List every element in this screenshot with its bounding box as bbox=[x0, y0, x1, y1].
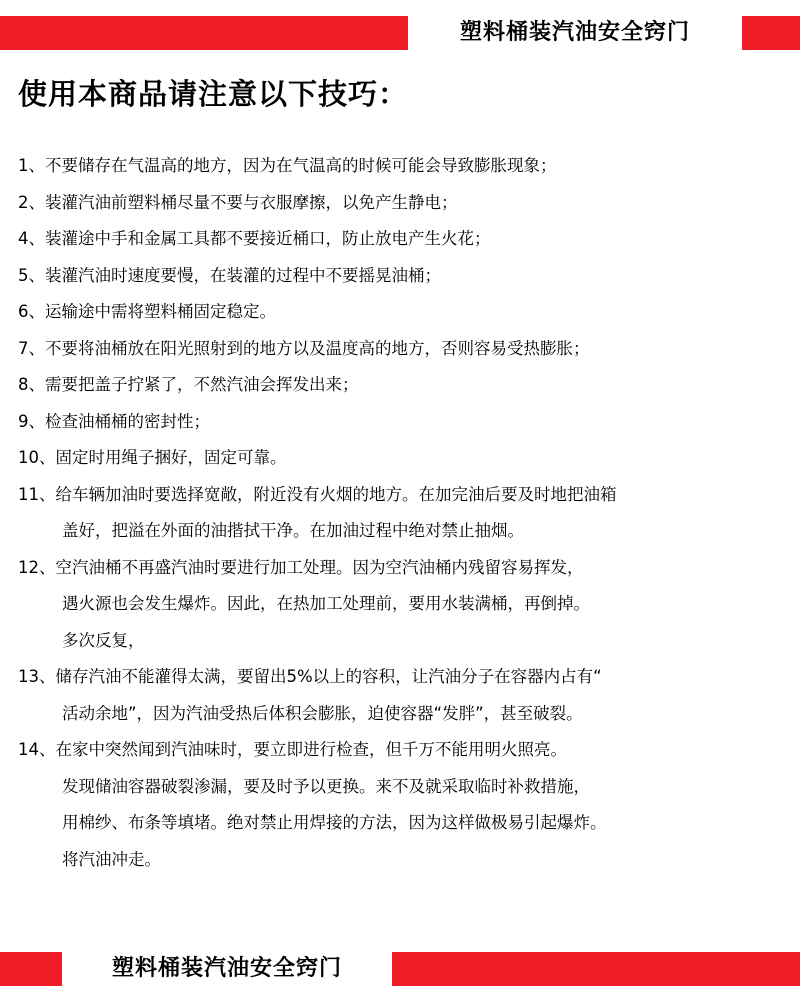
tip-line: 2、装灌汽油前塑料桶尽量不要与衣服摩擦，以免产生静电； bbox=[18, 192, 458, 212]
tip-line: 14、在家中突然闻到汽油味时，要立即进行检查，但千万不能用明火照亮。 bbox=[18, 740, 567, 759]
tip-line: 9、检查油桶桶的密封性； bbox=[18, 411, 210, 431]
tip-line: 12、空汽油桶不再盛汽油时要进行加工处理。因为空汽油桶内残留容易挥发， bbox=[18, 557, 584, 577]
tip-item bbox=[18, 732, 793, 878]
tip-line: 7、不要将油桶放在阳光照射到的地方以及温度高的地方，否则容易受热膨胀； bbox=[18, 338, 590, 358]
tip-item bbox=[18, 294, 793, 331]
banner-title: 塑料桶装汽油安全窍门 bbox=[459, 20, 690, 45]
tip-line: 4、装灌途中手和金属工具都不要接近桶口，防止放电产生火花； bbox=[18, 229, 491, 248]
banner-title: 塑料桶装汽油安全窍门 bbox=[111, 956, 342, 981]
tip-continuation-line: 活动余地”，因为汽油受热后体积会膨胀，迫使容器“发胖”，甚至破裂。 bbox=[62, 703, 583, 723]
tip-item bbox=[18, 221, 793, 258]
page-heading: 使用本商品请注意以下技巧： bbox=[18, 77, 409, 111]
tip-item bbox=[18, 550, 793, 660]
tip-item bbox=[18, 404, 793, 441]
tip-continuation-line: 盖好，把溢在外面的油揩拭干净。在加油过程中绝对禁止抽烟。 bbox=[62, 521, 524, 540]
tip-item bbox=[18, 477, 793, 550]
tip-line: 1、不要储存在气温高的地方，因为在气温高的时候可能会导致膨胀现象； bbox=[18, 156, 557, 175]
tip-continuation-line: 遇火源也会发生爆炸。因此，在热加工处理前，要用水装满桶，再倒掉。 bbox=[62, 594, 590, 613]
tip-item bbox=[18, 258, 793, 295]
tip-continuation-line: 发现储油容器破裂渗漏，要及时予以更换。来不及就采取临时补救措施， bbox=[62, 776, 590, 796]
top-banner bbox=[0, 16, 800, 50]
tips-list bbox=[18, 148, 793, 878]
tip-item bbox=[18, 331, 793, 368]
tip-line: 13、储存汽油不能灌得太满，要留出5%以上的容积，让汽油分子在容器内占有“ bbox=[18, 667, 602, 686]
tip-line: 6、运输途中需将塑料桶固定稳定。 bbox=[18, 302, 276, 321]
banner-red-bar-left bbox=[0, 16, 408, 50]
tip-item bbox=[18, 659, 793, 732]
banner-red-bar-right bbox=[392, 952, 800, 986]
tip-continuation-line: 多次反复， bbox=[62, 630, 145, 650]
banner-red-bar-left bbox=[0, 952, 62, 986]
tip-continuation-line: 用棉纱、布条等填堵。绝对禁止用焊接的方法，因为这样做极易引起爆炸。 bbox=[62, 813, 607, 832]
banner-red-bar-right bbox=[742, 16, 800, 50]
tip-item bbox=[18, 367, 793, 404]
tip-line: 5、装灌汽油时速度要慢，在装灌的过程中不要摇晃油桶； bbox=[18, 265, 441, 285]
tip-item bbox=[18, 185, 793, 222]
tip-line: 11、给车辆加油时要选择宽敞，附近没有火烟的地方。在加完油后要及时地把油箱 bbox=[18, 484, 617, 504]
tip-item bbox=[18, 148, 793, 185]
tip-line: 10、固定时用绳子捆好，固定可靠。 bbox=[18, 448, 287, 467]
tip-item bbox=[18, 440, 793, 477]
tip-line: 8、需要把盖子拧紧了，不然汽油会挥发出来； bbox=[18, 375, 359, 394]
tip-continuation-line: 将汽油冲走。 bbox=[62, 849, 161, 869]
bottom-banner bbox=[0, 952, 800, 986]
